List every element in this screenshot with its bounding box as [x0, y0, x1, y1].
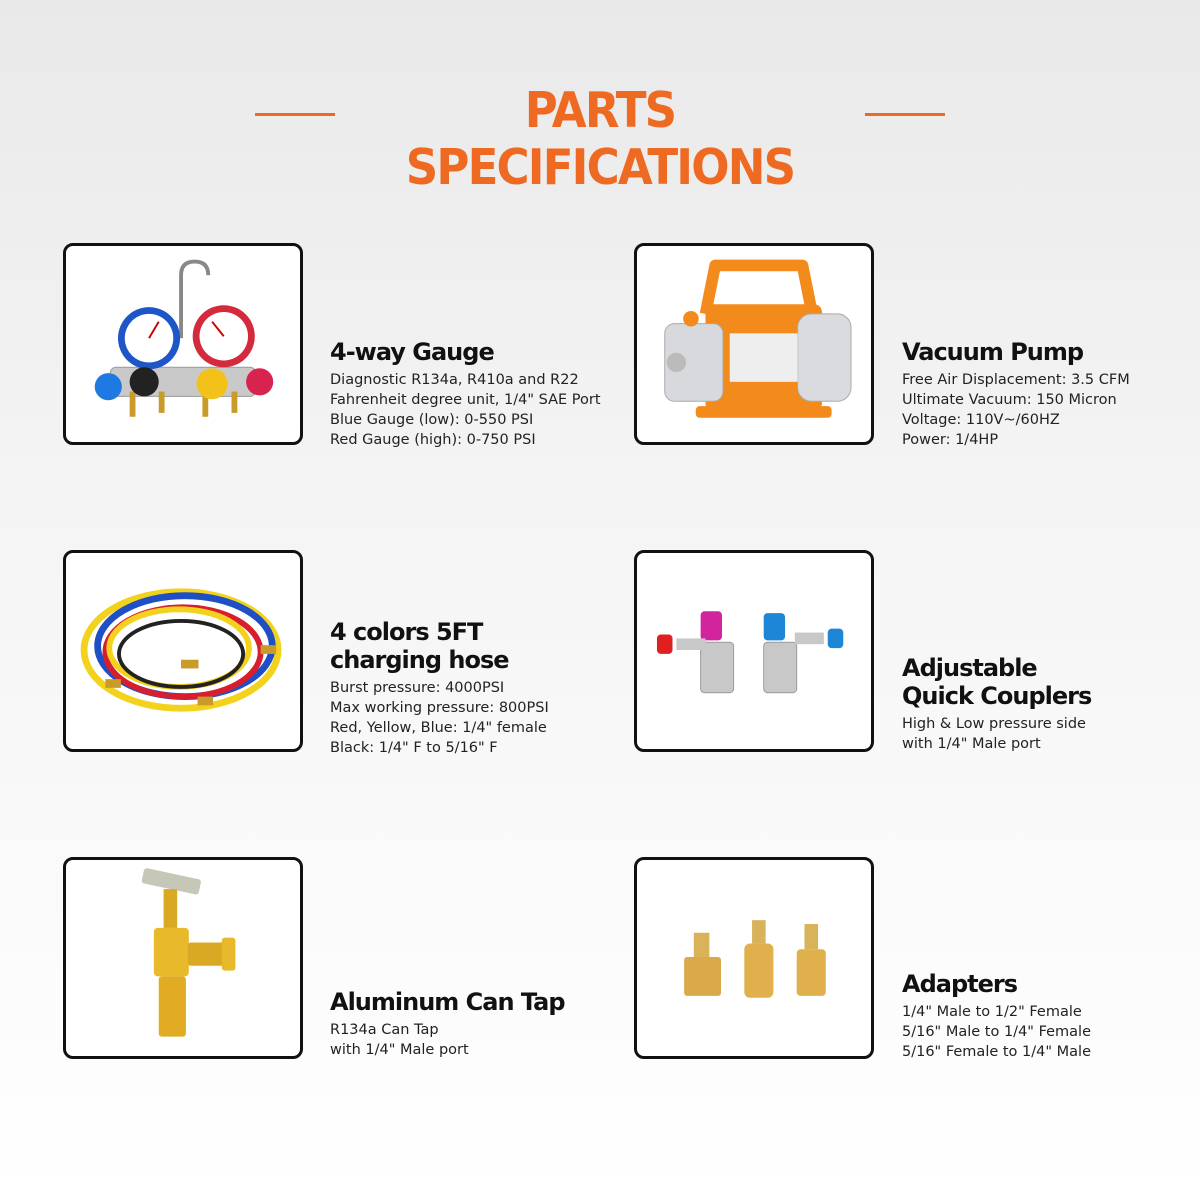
- spec-line: Red Gauge (high): 0-750 PSI: [330, 432, 536, 448]
- vacuum-pump-icon: [637, 246, 871, 442]
- spec-line: Ultimate Vacuum: 150 Micron: [902, 392, 1117, 408]
- part-card-gauge: [63, 243, 303, 445]
- spec-line: with 1/4" Male port: [330, 1042, 469, 1058]
- part-text-charging-hose: [330, 618, 620, 758]
- spec-line: Voltage: 110V~/60HZ: [902, 412, 1060, 428]
- manifold-gauge-icon: [66, 246, 300, 442]
- page-header: [0, 82, 1200, 196]
- part-card-adapters: [634, 857, 874, 1059]
- spec-line: Blue Gauge (low): 0-550 PSI: [330, 412, 534, 428]
- spec-line: 5/16" Male to 1/4" Female: [902, 1024, 1092, 1040]
- spec-line: Free Air Displacement: 3.5 CFM: [902, 372, 1130, 388]
- spec-line: Black: 1/4" F to 5/16" F: [330, 740, 498, 756]
- part-card-can-tap: [63, 857, 303, 1059]
- part-card-quick-couplers: [634, 550, 874, 752]
- can-tap-icon: [66, 860, 300, 1056]
- part-card-charging-hose: [63, 550, 303, 752]
- part-name: Aluminum Can Tap: [330, 988, 565, 1016]
- charging-hose-icon: [66, 553, 300, 749]
- spec-line: Max working pressure: 800PSI: [330, 700, 549, 716]
- part-card-vacuum-pump: [634, 243, 874, 445]
- part-text-adapters: [902, 970, 1192, 1062]
- part-name: 4 colors 5FT charging hose: [330, 618, 509, 674]
- spec-line: with 1/4" Male port: [902, 736, 1041, 752]
- part-text-gauge: [330, 338, 620, 450]
- part-name: Adapters: [902, 970, 1017, 998]
- page-title: PARTS SPECIFICATIONS: [405, 82, 795, 196]
- header-divider-left: [255, 113, 335, 116]
- spec-line: Power: 1/4HP: [902, 432, 999, 448]
- header-divider-right: [865, 113, 945, 116]
- part-name: Vacuum Pump: [902, 338, 1084, 366]
- quick-coupler-icon: [637, 553, 871, 749]
- part-name: 4-way Gauge: [330, 338, 494, 366]
- spec-line: 1/4" Male to 1/2" Female: [902, 1004, 1082, 1020]
- brass-adapter-icon: [637, 860, 871, 1056]
- spec-line: Diagnostic R134a, R410a and R22: [330, 372, 579, 388]
- spec-line: High & Low pressure side: [902, 716, 1086, 732]
- part-name: Adjustable Quick Couplers: [902, 654, 1092, 710]
- part-text-quick-couplers: [902, 654, 1192, 754]
- spec-line: Red, Yellow, Blue: 1/4" female: [330, 720, 547, 736]
- part-text-vacuum-pump: [902, 338, 1192, 450]
- spec-line: 5/16" Female to 1/4" Male: [902, 1044, 1092, 1060]
- spec-line: R134a Can Tap: [330, 1022, 439, 1038]
- part-text-can-tap: [330, 988, 620, 1060]
- spec-line: Burst pressure: 4000PSI: [330, 680, 505, 696]
- spec-line: Fahrenheit degree unit, 1/4" SAE Port: [330, 392, 601, 408]
